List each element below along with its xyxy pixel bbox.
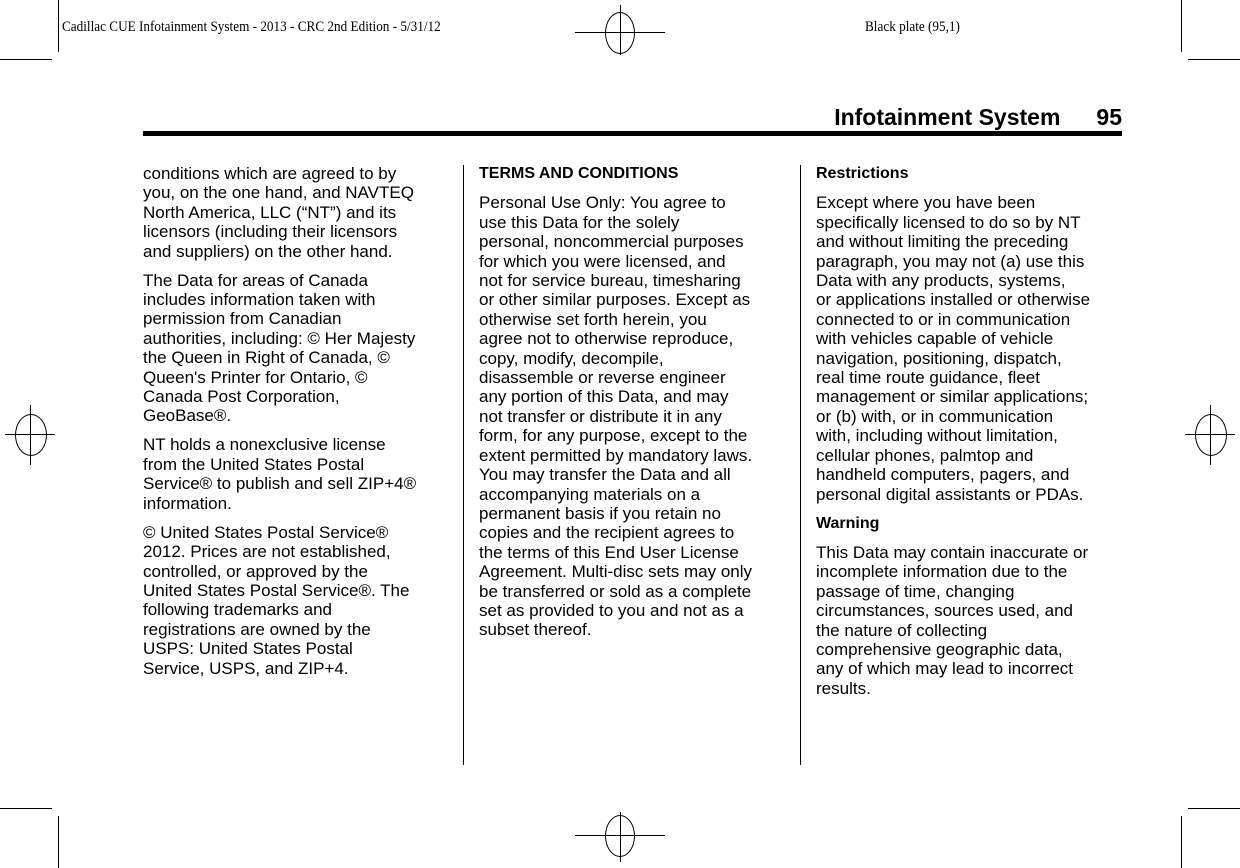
text-line: permanent basis if you retain no bbox=[479, 503, 721, 523]
paragraph bbox=[143, 435, 463, 513]
text-line: agree not to otherwise reproduce, bbox=[479, 329, 734, 349]
text-line: personal, noncommercial purposes bbox=[479, 232, 744, 252]
text-line: personal digital assistants or PDAs. bbox=[816, 484, 1084, 504]
crop-mark bbox=[0, 59, 52, 60]
registration-mark bbox=[605, 815, 635, 857]
paragraph bbox=[143, 523, 463, 678]
print-slug: Cadillac CUE Infotainment System - 2013 - CRC 2nd Edition - 5/31/12 bbox=[62, 19, 441, 35]
text-line: The Data for areas of Canada bbox=[143, 270, 368, 290]
text-line: from the United States Postal bbox=[143, 454, 365, 474]
text-line: with vehicles capable of vehicle bbox=[816, 329, 1054, 349]
text-line: © United States Postal Service® bbox=[143, 522, 389, 542]
text-line: authorities, including: © Her Majesty bbox=[143, 328, 416, 348]
text-line: includes information taken with bbox=[143, 290, 376, 310]
registration-mark bbox=[15, 414, 47, 456]
text-line: any of which may lead to incorrect bbox=[816, 659, 1074, 679]
text-line: copies and the recipient agrees to bbox=[479, 523, 735, 543]
text-line: for which you were licensed, and bbox=[479, 251, 726, 271]
column-1 bbox=[143, 164, 463, 688]
text-line: specifically licensed to do so by NT bbox=[816, 212, 1081, 232]
text-line: Canada Post Corporation, bbox=[143, 387, 340, 407]
text-line: set as provided to you and not as a bbox=[479, 600, 744, 620]
text-line: not transfer or distribute it in any bbox=[479, 406, 722, 426]
text-line: the terms of this End User License bbox=[479, 542, 739, 562]
paragraph bbox=[816, 193, 1136, 504]
text-line: copy, modify, decompile, bbox=[479, 348, 664, 368]
text-line: permission from Canadian bbox=[143, 309, 342, 329]
page-header bbox=[834, 104, 1122, 131]
paragraph bbox=[143, 271, 463, 426]
text-line: controlled, or approved by the bbox=[143, 561, 368, 581]
crop-mark bbox=[1188, 808, 1240, 809]
paragraph bbox=[143, 164, 463, 261]
paragraph bbox=[816, 543, 1136, 698]
column-divider bbox=[800, 165, 801, 765]
text-line: conditions which are agreed to by bbox=[143, 164, 397, 183]
text-line: management or similar applications; bbox=[816, 387, 1089, 407]
text-line: form, for any purpose, except to the bbox=[479, 426, 748, 446]
crop-mark bbox=[58, 816, 59, 868]
column-divider bbox=[463, 165, 464, 765]
paragraph bbox=[479, 193, 799, 639]
text-line: the nature of collecting bbox=[816, 620, 988, 640]
text-line: handheld computers, pagers, and bbox=[816, 465, 1070, 485]
text-line: connected to or in communication bbox=[816, 309, 1071, 329]
registration-mark bbox=[1195, 414, 1227, 456]
text-line: following trademarks and bbox=[143, 600, 332, 620]
text-line: accompanying materials on a bbox=[479, 484, 701, 504]
crop-mark bbox=[1188, 59, 1240, 60]
text-line: results. bbox=[816, 678, 871, 698]
text-line: licensors (including their licensors bbox=[143, 222, 398, 242]
text-line: subset thereof. bbox=[479, 620, 592, 640]
header-rule bbox=[143, 131, 1122, 136]
text-line: Personal Use Only: You agree to bbox=[479, 193, 726, 213]
crop-mark bbox=[0, 808, 52, 809]
text-line: Warning bbox=[816, 514, 880, 532]
text-line: you, on the one hand, and NAVTEQ bbox=[143, 183, 414, 203]
text-line: United States Postal Service®. The bbox=[143, 580, 410, 600]
text-line: You may transfer the Data and all bbox=[479, 465, 731, 485]
text-line: circumstances, sources used, and bbox=[816, 601, 1074, 621]
text-line: and suppliers) on the other hand. bbox=[143, 241, 393, 261]
section-title: Infotainment System bbox=[834, 104, 1061, 130]
text-line: be transferred or sold as a complete bbox=[479, 581, 752, 601]
text-line: Service, USPS, and ZIP+4. bbox=[143, 658, 349, 678]
page-number: 95 bbox=[1096, 104, 1122, 130]
text-line: disassemble or reverse engineer bbox=[479, 368, 726, 388]
text-line: and without limiting the preceding bbox=[816, 232, 1069, 252]
text-line: extent permitted by mandatory laws. bbox=[479, 445, 753, 465]
section-heading bbox=[479, 164, 799, 183]
section-heading bbox=[816, 164, 1136, 183]
text-line: or applications installed or otherwise bbox=[816, 290, 1091, 310]
registration-mark bbox=[605, 12, 635, 54]
text-line: not for service bureau, timesharing bbox=[479, 271, 741, 291]
text-line: USPS: United States Postal bbox=[143, 639, 353, 659]
text-line: Except where you have been bbox=[816, 193, 1036, 213]
crop-mark bbox=[1181, 0, 1182, 52]
text-line: TERMS AND CONDITIONS bbox=[479, 165, 679, 182]
plate-label: Black plate (95,1) bbox=[865, 19, 960, 35]
text-line: information. bbox=[143, 493, 232, 513]
text-line: with, including without limitation, bbox=[816, 426, 1058, 446]
text-line: cellular phones, palmtop and bbox=[816, 445, 1034, 465]
text-line: paragraph, you may not (a) use this bbox=[816, 251, 1085, 271]
column-3 bbox=[816, 164, 1136, 708]
crop-mark bbox=[58, 0, 59, 52]
text-line: This Data may contain inaccurate or bbox=[816, 542, 1089, 562]
text-line: otherwise set forth herein, you bbox=[479, 309, 707, 329]
text-line: the Queen in Right of Canada, © bbox=[143, 348, 390, 368]
text-line: Service® to publish and sell ZIP+4® bbox=[143, 474, 417, 494]
text-line: incomplete information due to the bbox=[816, 562, 1068, 582]
text-line: 2012. Prices are not established, bbox=[143, 542, 391, 562]
text-line: Restrictions bbox=[816, 165, 909, 182]
text-line: NT holds a nonexclusive license bbox=[143, 435, 386, 455]
text-line: any portion of this Data, and may bbox=[479, 387, 729, 407]
text-line: Data with any products, systems, bbox=[816, 271, 1066, 291]
column-2 bbox=[479, 164, 799, 649]
text-line: GeoBase®. bbox=[143, 406, 232, 426]
text-line: passage of time, changing bbox=[816, 581, 1015, 601]
text-line: Queen's Printer for Ontario, © bbox=[143, 367, 368, 387]
text-line: navigation, positioning, dispatch, bbox=[816, 348, 1062, 368]
text-line: or other similar purposes. Except as bbox=[479, 290, 751, 310]
text-line: use this Data for the solely bbox=[479, 212, 680, 232]
text-line: registrations are owned by the bbox=[143, 619, 371, 639]
text-line: real time route guidance, fleet bbox=[816, 368, 1040, 388]
text-line: North America, LLC (“NT”) and its bbox=[143, 202, 397, 222]
text-line: comprehensive geographic data, bbox=[816, 639, 1063, 659]
text-line: or (b) with, or in communication bbox=[816, 406, 1054, 426]
section-heading bbox=[816, 514, 1136, 533]
text-line: Agreement. Multi-disc sets may only bbox=[479, 562, 753, 582]
crop-mark bbox=[1181, 816, 1182, 868]
